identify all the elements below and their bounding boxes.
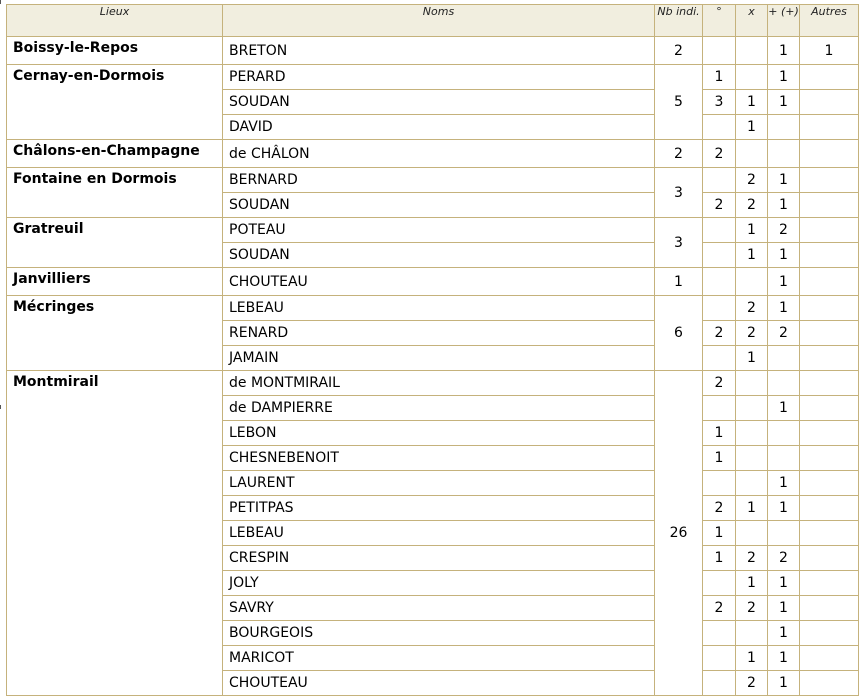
autres-cell [800,621,859,646]
table-row [7,140,859,168]
nom-cell: SOUDAN [223,243,655,268]
autres-cell [800,218,859,243]
degree-cell: 3 [703,90,736,115]
table-row [7,268,859,296]
nom-cell: CRESPIN [223,546,655,571]
header-degree: ° [703,5,736,37]
lieu-cell: Montmirail [7,371,223,696]
genealogy-table [6,4,859,696]
nom-cell: DAVID [223,115,655,140]
autres-cell [800,571,859,596]
table-row [7,65,859,90]
plus-cell: 1 [768,471,800,496]
autres-cell [800,65,859,90]
nb-indi-cell: 2 [655,140,703,168]
autres-cell [800,596,859,621]
nom-cell: CHESNEBENOIT [223,446,655,471]
header-x: x [736,5,768,37]
degree-cell [703,115,736,140]
x-cell: 2 [736,296,768,321]
x-cell: 1 [736,496,768,521]
x-cell: 1 [736,218,768,243]
plus-cell: 1 [768,168,800,193]
x-cell [736,621,768,646]
degree-cell [703,396,736,421]
header-autres: Autres [800,5,859,37]
nb-indi-cell: 3 [655,218,703,268]
x-cell: 1 [736,115,768,140]
header-noms: Noms [223,5,655,37]
degree-cell: 2 [703,140,736,168]
nom-cell: LEBEAU [223,296,655,321]
x-cell: 2 [736,193,768,218]
x-cell: 1 [736,243,768,268]
autres-cell [800,421,859,446]
autres-cell: 1 [800,37,859,65]
plus-cell: 2 [768,546,800,571]
degree-cell [703,243,736,268]
degree-cell [703,346,736,371]
degree-cell: 2 [703,321,736,346]
nom-cell: LAURENT [223,471,655,496]
degree-cell: 2 [703,596,736,621]
x-cell: 1 [736,646,768,671]
plus-cell: 1 [768,496,800,521]
nom-cell: LEBEAU [223,521,655,546]
degree-cell [703,168,736,193]
degree-cell [703,218,736,243]
plus-cell: 1 [768,296,800,321]
autres-cell [800,546,859,571]
plus-cell [768,521,800,546]
autres-cell [800,671,859,696]
x-cell [736,471,768,496]
nom-cell: JOLY [223,571,655,596]
nb-indi-cell: 26 [655,371,703,696]
nb-indi-cell: 6 [655,296,703,371]
plus-cell: 2 [768,321,800,346]
table-row [7,37,859,65]
edge-tick-mark [0,405,3,409]
plus-cell: 1 [768,268,800,296]
degree-cell [703,268,736,296]
nb-indi-cell: 3 [655,168,703,218]
x-cell: 1 [736,346,768,371]
x-cell: 2 [736,546,768,571]
table-header-row [7,5,859,37]
x-cell [736,521,768,546]
lieu-cell: Boissy-le-Repos [7,37,223,65]
lieu-cell: Gratreuil [7,218,223,268]
nb-indi-cell: 1 [655,268,703,296]
nb-indi-cell: 5 [655,65,703,140]
plus-cell [768,115,800,140]
x-cell [736,140,768,168]
nom-cell: MARICOT [223,646,655,671]
nom-cell: PETITPAS [223,496,655,521]
nom-cell: PERARD [223,65,655,90]
x-cell [736,268,768,296]
autres-cell [800,396,859,421]
lieu-cell: Fontaine en Dormois [7,168,223,218]
autres-cell [800,496,859,521]
degree-cell: 2 [703,496,736,521]
table-row [7,218,859,243]
table-body [7,37,859,696]
header-plus: + (+) [768,5,800,37]
nom-cell: CHOUTEAU [223,268,655,296]
degree-cell: 2 [703,371,736,396]
x-cell [736,396,768,421]
plus-cell [768,140,800,168]
plus-cell: 1 [768,65,800,90]
x-cell: 1 [736,90,768,115]
table-row [7,371,859,396]
plus-cell: 1 [768,243,800,268]
plus-cell: 1 [768,646,800,671]
degree-cell: 1 [703,421,736,446]
autres-cell [800,471,859,496]
plus-cell [768,371,800,396]
autres-cell [800,346,859,371]
nom-cell: POTEAU [223,218,655,243]
header-nb-indi: Nb indi. [655,5,703,37]
degree-cell [703,621,736,646]
degree-cell: 1 [703,546,736,571]
nom-cell: CHOUTEAU [223,671,655,696]
nom-cell: LEBON [223,421,655,446]
plus-cell: 1 [768,37,800,65]
degree-cell [703,671,736,696]
plus-cell: 1 [768,596,800,621]
nom-cell: SOUDAN [223,90,655,115]
x-cell [736,446,768,471]
nom-cell: SAVRY [223,596,655,621]
lieu-cell: Châlons-en-Champagne [7,140,223,168]
x-cell: 1 [736,571,768,596]
degree-cell [703,571,736,596]
lieu-cell: Mécringes [7,296,223,371]
table-row [7,168,859,193]
plus-cell [768,421,800,446]
x-cell [736,421,768,446]
degree-cell [703,296,736,321]
nom-cell: BERNARD [223,168,655,193]
degree-cell [703,471,736,496]
autres-cell [800,90,859,115]
nom-cell: de CHÂLON [223,140,655,168]
autres-cell [800,115,859,140]
nom-cell: SOUDAN [223,193,655,218]
plus-cell: 1 [768,671,800,696]
plus-cell: 1 [768,621,800,646]
lieu-cell: Janvilliers [7,268,223,296]
autres-cell [800,646,859,671]
autres-cell [800,268,859,296]
nom-cell: RENARD [223,321,655,346]
x-cell: 2 [736,596,768,621]
plus-cell [768,446,800,471]
autres-cell [800,446,859,471]
nom-cell: BOURGEOIS [223,621,655,646]
degree-cell: 1 [703,521,736,546]
degree-cell: 2 [703,193,736,218]
nom-cell: de MONTMIRAIL [223,371,655,396]
plus-cell: 1 [768,396,800,421]
lieu-cell: Cernay-en-Dormois [7,65,223,140]
plus-cell [768,346,800,371]
nom-cell: de DAMPIERRE [223,396,655,421]
x-cell [736,371,768,396]
plus-cell: 1 [768,90,800,115]
x-cell: 2 [736,671,768,696]
edge-tick-mark [0,0,3,4]
autres-cell [800,371,859,396]
nom-cell: JAMAIN [223,346,655,371]
plus-cell: 2 [768,218,800,243]
nb-indi-cell: 2 [655,37,703,65]
header-lieux: Lieux [7,5,223,37]
degree-cell: 1 [703,65,736,90]
plus-cell: 1 [768,193,800,218]
degree-cell [703,646,736,671]
autres-cell [800,321,859,346]
autres-cell [800,193,859,218]
x-cell: 2 [736,321,768,346]
x-cell: 2 [736,168,768,193]
degree-cell: 1 [703,446,736,471]
autres-cell [800,243,859,268]
plus-cell: 1 [768,571,800,596]
autres-cell [800,168,859,193]
x-cell [736,65,768,90]
autres-cell [800,296,859,321]
table-row [7,296,859,321]
nom-cell: BRETON [223,37,655,65]
autres-cell [800,521,859,546]
autres-cell [800,140,859,168]
degree-cell [703,37,736,65]
x-cell [736,37,768,65]
